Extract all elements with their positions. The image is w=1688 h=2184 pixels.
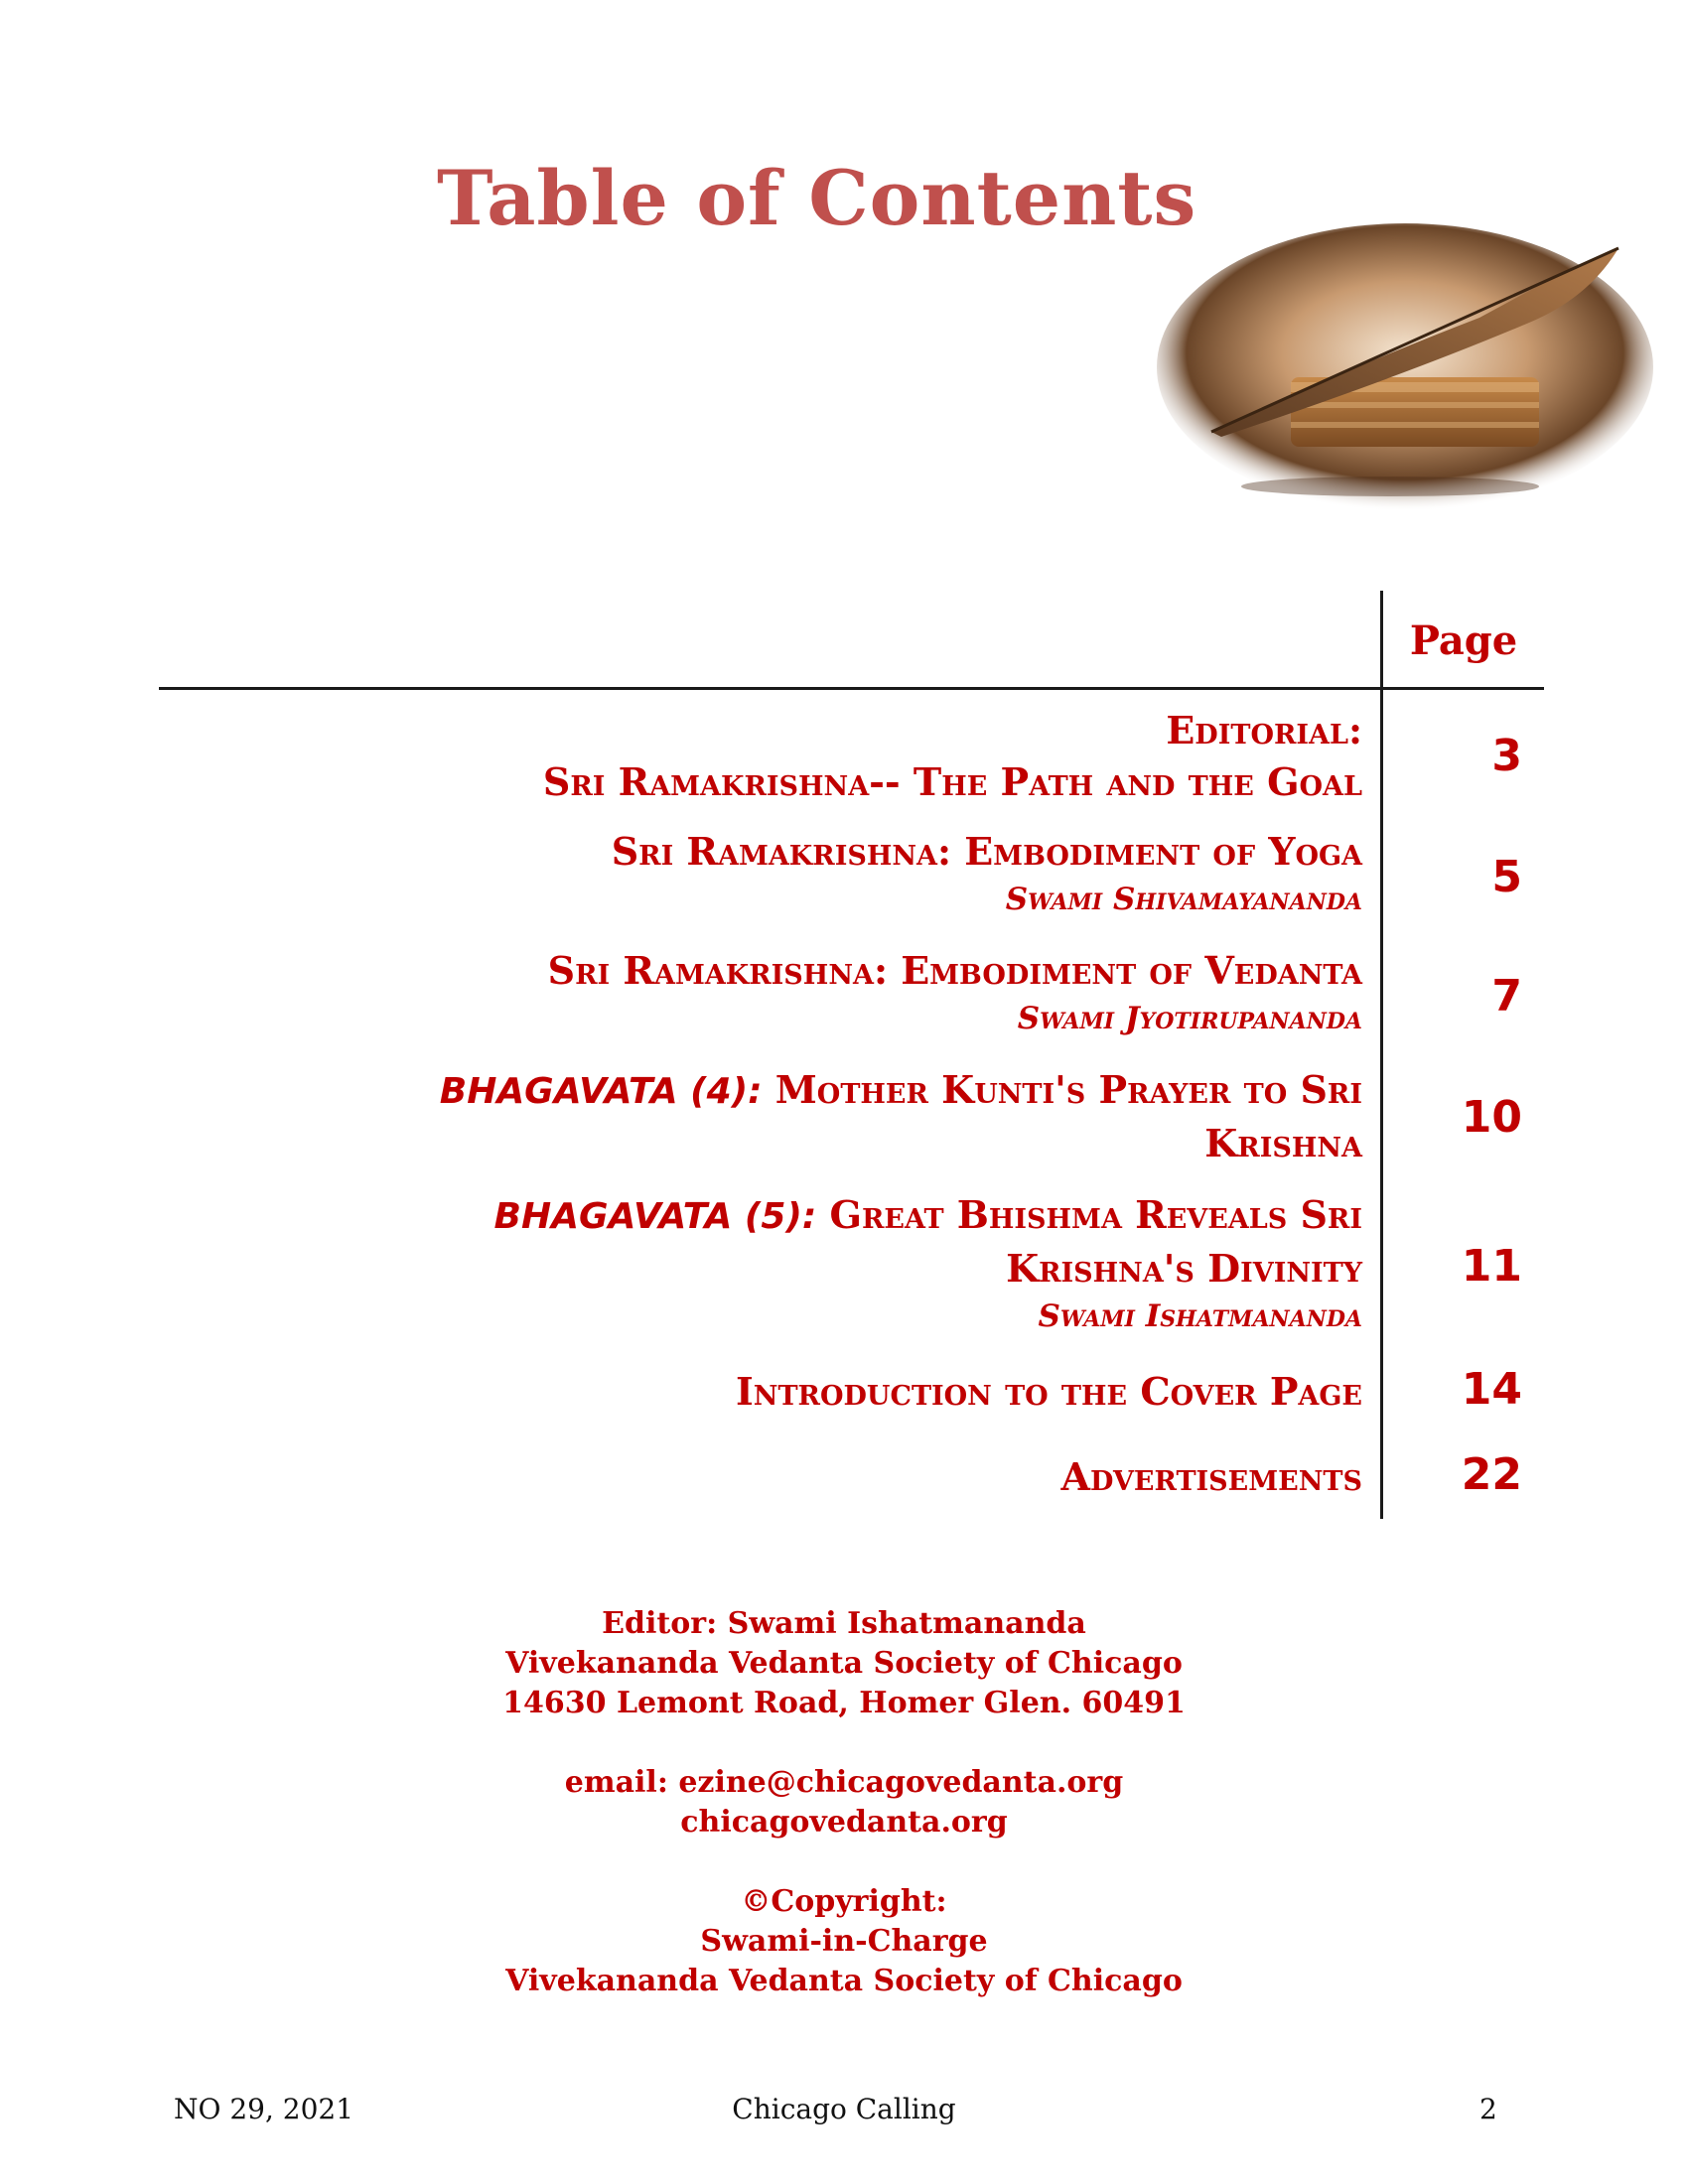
toc-page-number[interactable]: 7: [1491, 971, 1522, 1022]
toc-entry-title: Sri Ramakrishna-- The Path and the Goal: [542, 759, 1362, 804]
toc-entry-author: Swami Ishatmananda: [1038, 1298, 1362, 1334]
footer-issue: NO 29, 2021: [174, 2093, 354, 2125]
toc-entry-title: Sri Ramakrishna: Embodiment of Yoga: [611, 829, 1362, 874]
toc-entry-title: Krishna: [1204, 1121, 1362, 1165]
toc-entry-title: Editorial:: [1166, 708, 1362, 752]
toc-entry[interactable]: [199, 1189, 1362, 1338]
copyright-holder-org: Vivekananda Vedanta Society of Chicago: [505, 1964, 1183, 1998]
website-link[interactable]: chicagovedanta.org: [680, 1805, 1008, 1840]
page-title: Table of Contents: [437, 154, 1197, 242]
toc-header-divider: [159, 687, 1544, 690]
toc-entry-author: Swami Shivamayananda: [1005, 882, 1362, 917]
toc-page-number[interactable]: 22: [1461, 1449, 1522, 1500]
toc-entry[interactable]: [199, 1451, 1362, 1503]
toc-entry-title: Mother Kunti's Prayer to Sri: [774, 1067, 1362, 1112]
toc-page-number[interactable]: 10: [1461, 1092, 1522, 1143]
toc-page-number[interactable]: 11: [1461, 1241, 1522, 1292]
footer-page-number: 2: [1479, 2093, 1497, 2125]
toc-entry-title: Great Bhishma Reveals Sri: [829, 1192, 1362, 1237]
toc-entry-title: Sri Ramakrishna: Embodiment of Vedanta: [547, 948, 1362, 993]
toc-entry[interactable]: [199, 826, 1362, 921]
society-line: Vivekananda Vedanta Society of Chicago: [505, 1646, 1183, 1681]
copyright-info: [0, 1882, 1688, 2001]
toc-entry-series: BHAGAVATA (5):: [493, 1196, 817, 1237]
toc-page-number[interactable]: 14: [1461, 1364, 1522, 1415]
toc-entry-title: Introduction to the Cover Page: [735, 1369, 1362, 1414]
toc-entry[interactable]: [199, 705, 1362, 808]
copyright-holder: Swami-in-Charge: [700, 1924, 988, 1959]
quill-and-book-illustration: [1152, 218, 1658, 516]
address-line: 14630 Lemont Road, Homer Glen. 60491: [502, 1686, 1186, 1720]
toc-entry-author: Swami Jyotirupananda: [1017, 1001, 1362, 1036]
toc-entry[interactable]: [199, 1064, 1362, 1169]
email-link[interactable]: email: ezine@chicagovedanta.org: [564, 1765, 1124, 1800]
toc-entry-title: Advertisements: [1060, 1454, 1362, 1499]
page-column-header: Page: [1409, 617, 1518, 664]
toc-entry-title: Krishna's Divinity: [1006, 1246, 1362, 1291]
toc-entry[interactable]: [199, 945, 1362, 1040]
footer-publication-title: Chicago Calling: [732, 2093, 956, 2125]
toc-entry[interactable]: [199, 1366, 1362, 1418]
contact-info: [0, 1763, 1688, 1843]
toc-page-number[interactable]: 3: [1491, 731, 1522, 781]
toc-entry-series: BHAGAVATA (4):: [439, 1071, 763, 1112]
publication-info: [0, 1604, 1688, 1723]
toc-page-number[interactable]: 5: [1491, 852, 1522, 902]
editor-line: Editor: Swami Ishatmananda: [602, 1606, 1086, 1641]
copyright-label: ©Copyright:: [741, 1884, 947, 1919]
